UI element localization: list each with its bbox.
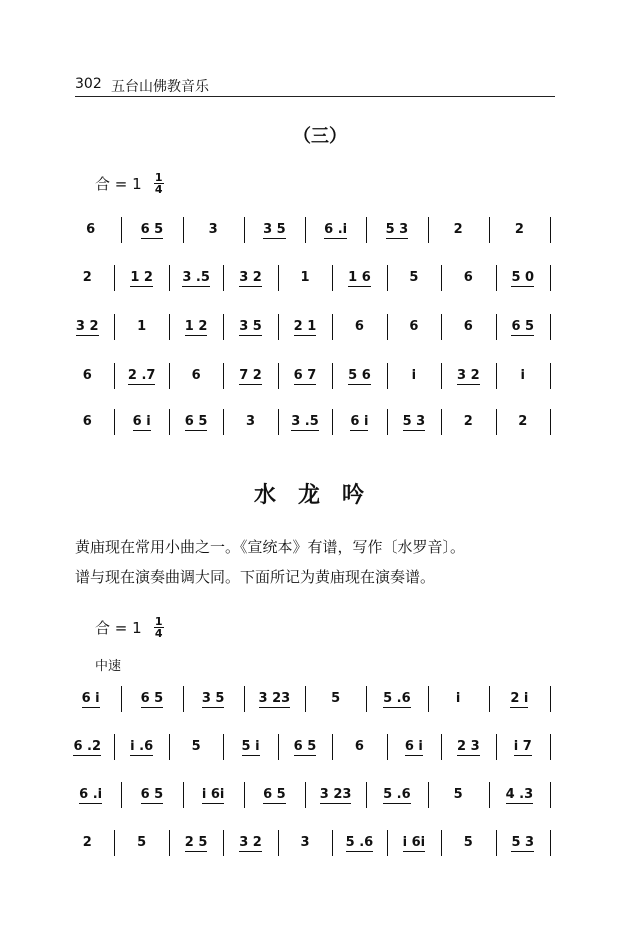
note-cell: 3 5: [263, 222, 286, 237]
note-cell: 3 5: [201, 691, 225, 706]
barline: [550, 363, 551, 389]
barline: [278, 734, 279, 760]
note-cell: 3 2: [239, 835, 262, 850]
note-cell: 6: [409, 319, 419, 334]
section-number-title: （三）: [293, 126, 347, 147]
note-cell: 6: [463, 319, 473, 334]
note-cell: 5 6: [348, 368, 371, 383]
note-cell: 5 0: [511, 270, 535, 285]
note-cell: 6 .i: [79, 787, 103, 802]
note-cell: 1 2: [184, 319, 208, 334]
barline: [169, 265, 170, 291]
note-cell: 3: [300, 835, 310, 850]
note-cell: 7 2: [239, 368, 262, 383]
piece-title: 水龙吟: [253, 483, 386, 508]
barline: [332, 830, 333, 856]
barline: [550, 314, 551, 340]
barline: [550, 265, 551, 291]
note-cell: 6 i: [350, 414, 369, 429]
note-cell: i: [520, 368, 525, 383]
note-cell: 3 2: [75, 319, 99, 334]
barline: [550, 217, 551, 243]
note-cell: 5 3: [511, 835, 535, 850]
notation-row: [60, 684, 560, 714]
note-cell: 6 5: [140, 222, 164, 237]
barline: [332, 409, 333, 435]
barline: [428, 217, 429, 243]
barline: [496, 830, 497, 856]
barline: [183, 217, 184, 243]
note-cell: 6 7: [293, 368, 317, 383]
note-cell: 5 i: [241, 739, 260, 754]
barline: [223, 830, 224, 856]
note-cell: 5 .6: [383, 691, 411, 706]
page-header: [75, 74, 555, 97]
note-cell: 5: [409, 270, 419, 285]
barline: [278, 314, 279, 340]
note-cell: 6: [354, 319, 364, 334]
barline: [489, 782, 490, 808]
notation-row: [60, 263, 560, 293]
note-cell: 6: [82, 414, 92, 429]
notation-row: [60, 780, 560, 810]
key-signature: 合 = 1: [95, 174, 142, 193]
note-cell: 3 5: [239, 319, 262, 334]
note-cell: 5 .6: [383, 787, 411, 802]
note-cell: 4 .3: [505, 787, 534, 802]
barline: [441, 734, 442, 760]
notation-row: [60, 828, 560, 858]
barline: [387, 363, 388, 389]
note-cell: 6 .2: [73, 739, 101, 754]
meter: $\frac{1}{4}$: [154, 614, 163, 640]
notation-row: [60, 407, 560, 437]
barline: [114, 265, 115, 291]
barline: [305, 782, 306, 808]
barline: [441, 363, 442, 389]
barline: [114, 363, 115, 389]
note-cell: 6 i: [132, 414, 151, 429]
barline: [496, 734, 497, 760]
note-cell: 5: [137, 835, 147, 850]
note-cell: 6 i: [404, 739, 423, 754]
key-signature: 合 = 1: [95, 618, 142, 637]
note-cell: 5: [331, 691, 341, 706]
barline: [332, 265, 333, 291]
barline: [169, 830, 170, 856]
barline: [332, 314, 333, 340]
note-cell: 2: [82, 270, 92, 285]
barline: [332, 363, 333, 389]
note-cell: i 7: [513, 739, 532, 754]
note-cell: 1 6: [348, 270, 371, 285]
notation-row: [60, 361, 560, 391]
book-title: 五台山佛教音乐: [111, 79, 209, 95]
note-cell: i .6: [130, 739, 154, 754]
note-cell: 6 5: [293, 739, 317, 754]
note-cell: 2: [514, 222, 524, 237]
note-cell: 5: [191, 739, 201, 754]
note-cell: 3: [208, 222, 218, 237]
barline: [223, 409, 224, 435]
note-cell: 5 .6: [345, 835, 374, 850]
barline: [387, 830, 388, 856]
note-cell: 2: [82, 835, 92, 850]
note-cell: 5 3: [402, 414, 426, 429]
barline: [169, 314, 170, 340]
barline: [305, 686, 306, 712]
note-cell: 3 2: [457, 368, 480, 383]
barline: [114, 409, 115, 435]
note-cell: 2: [453, 222, 463, 237]
barline: [387, 409, 388, 435]
notation-row: [60, 215, 560, 245]
note-cell: 6 5: [140, 787, 164, 802]
note-cell: 2 5: [184, 835, 208, 850]
barline: [114, 830, 115, 856]
note-cell: 2 .7: [127, 368, 156, 383]
barline: [121, 217, 122, 243]
note-cell: 1 2: [130, 270, 153, 285]
note-cell: 2: [518, 414, 528, 429]
barline: [223, 734, 224, 760]
note-cell: 2 3: [457, 739, 480, 754]
barline: [387, 265, 388, 291]
notation-row: [60, 312, 560, 342]
barline: [550, 409, 551, 435]
barline: [496, 363, 497, 389]
note-cell: i 6i: [201, 787, 225, 802]
note-cell: 6 .i: [324, 222, 348, 237]
note-cell: 6 5: [184, 414, 208, 429]
note-cell: 5: [453, 787, 463, 802]
note-cell: 6: [354, 739, 364, 754]
barline: [441, 409, 442, 435]
note-cell: 6: [82, 368, 92, 383]
key-signature-line-2: [95, 612, 164, 642]
barline: [332, 734, 333, 760]
barline: [223, 363, 224, 389]
barline: [387, 314, 388, 340]
note-cell: 1: [137, 319, 147, 334]
barline: [366, 686, 367, 712]
barline: [183, 782, 184, 808]
barline: [441, 314, 442, 340]
barline: [366, 782, 367, 808]
barline: [114, 734, 115, 760]
intro-paragraph-line-2: 谱与现在演奏曲调大同。下面所记为黄庙现在演奏谱。: [75, 568, 436, 586]
note-cell: 3 23: [319, 787, 352, 802]
note-cell: 6 i: [81, 691, 100, 706]
note-cell: 3 .5: [182, 270, 210, 285]
barline: [114, 314, 115, 340]
barline: [489, 686, 490, 712]
note-cell: 2 1: [293, 319, 317, 334]
barline: [441, 830, 442, 856]
barline: [278, 409, 279, 435]
barline: [244, 782, 245, 808]
barline: [550, 686, 551, 712]
barline: [550, 830, 551, 856]
barline: [428, 782, 429, 808]
meter: $\frac{1}{4}$: [154, 170, 163, 196]
barline: [278, 265, 279, 291]
note-cell: 1: [300, 270, 310, 285]
barline: [244, 686, 245, 712]
note-cell: 5: [463, 835, 473, 850]
barline: [428, 686, 429, 712]
note-cell: 3 23: [258, 691, 291, 706]
note-cell: 2 i: [510, 691, 529, 706]
barline: [550, 782, 551, 808]
barline: [496, 314, 497, 340]
note-cell: 6: [191, 368, 201, 383]
barline: [441, 265, 442, 291]
note-cell: 3 2: [239, 270, 262, 285]
barline: [223, 314, 224, 340]
note-cell: 3 .5: [291, 414, 319, 429]
barline: [183, 686, 184, 712]
note-cell: 6 5: [263, 787, 286, 802]
intro-paragraph-line-1: 黄庙现在常用小曲之一。《宣统本》有谱，写作〔水罗音〕。: [75, 538, 466, 556]
barline: [169, 409, 170, 435]
barline: [496, 409, 497, 435]
barline: [278, 363, 279, 389]
note-cell: 3: [246, 414, 256, 429]
barline: [496, 265, 497, 291]
barline: [169, 734, 170, 760]
barline: [169, 363, 170, 389]
note-cell: i 6i: [402, 835, 426, 850]
note-cell: 5 3: [385, 222, 409, 237]
barline: [121, 686, 122, 712]
barline: [121, 782, 122, 808]
barline: [550, 734, 551, 760]
note-cell: i: [411, 368, 417, 383]
note-cell: i: [455, 691, 461, 706]
barline: [489, 217, 490, 243]
note-cell: 6 5: [140, 691, 164, 706]
barline: [223, 265, 224, 291]
barline: [387, 734, 388, 760]
note-cell: 6: [86, 222, 96, 237]
page-number: 302: [75, 76, 102, 92]
barline: [278, 830, 279, 856]
barline: [244, 217, 245, 243]
key-signature-line-1: [95, 168, 164, 198]
note-cell: 6: [463, 270, 473, 285]
barline: [305, 217, 306, 243]
note-cell: 6 5: [511, 319, 535, 334]
note-cell: 2: [463, 414, 473, 429]
tempo-marking: 中速: [95, 659, 122, 674]
barline: [366, 217, 367, 243]
notation-row: [60, 732, 560, 762]
